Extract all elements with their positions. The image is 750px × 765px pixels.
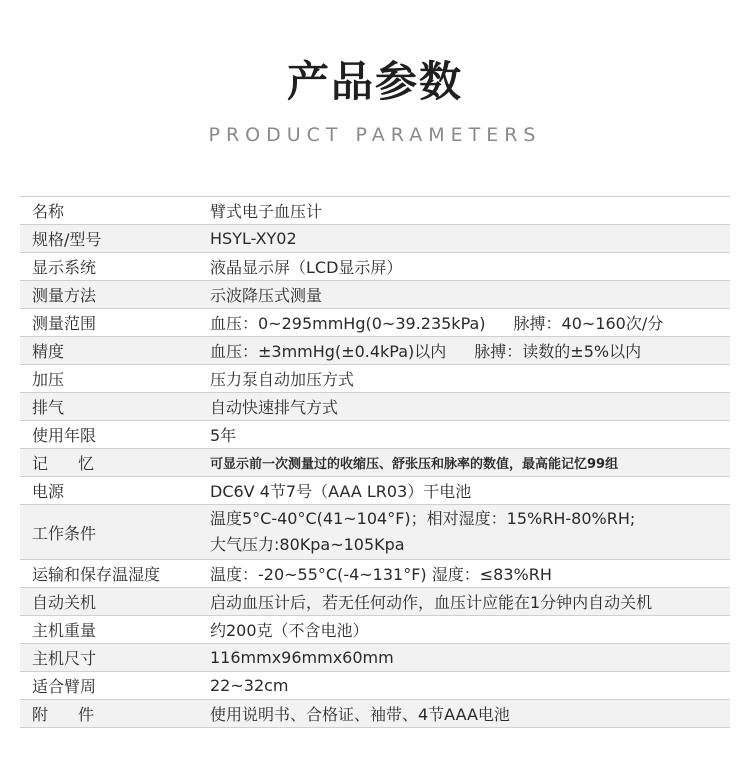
- spec-label: 规格/型号: [32, 230, 102, 249]
- spec-value: 可显示前一次测量过的收缩压、舒张压和脉率的数值，最高能记忆99组: [210, 457, 619, 472]
- spec-label: 电源: [32, 482, 65, 501]
- spec-row-power: [20, 477, 730, 505]
- spec-value-bp: 血压：±3mmHg(±0.4kPa)以内: [210, 342, 447, 361]
- spec-row-pressurize: [20, 365, 730, 393]
- spec-row-accessories: [20, 700, 730, 728]
- spec-row-storage: [20, 560, 730, 588]
- spec-label: 附件: [32, 705, 125, 724]
- spec-row-weight: [20, 616, 730, 644]
- spec-row-accuracy: [20, 337, 730, 365]
- spec-row-range: [20, 309, 730, 337]
- spec-value: [210, 309, 730, 336]
- spec-row-conditions: [20, 505, 730, 560]
- spec-value: 约200克（不含电池）: [210, 621, 369, 640]
- spec-label: 测量范围: [32, 314, 97, 333]
- spec-value: 22~32cm: [210, 676, 289, 695]
- spec-value-bp: 血压：0~295mmHg(0~39.235kPa): [210, 314, 486, 333]
- spec-value: 5年: [210, 426, 237, 445]
- spec-row-arm: [20, 672, 730, 700]
- spec-label: 显示系统: [32, 258, 97, 277]
- spec-label: 排气: [32, 398, 65, 417]
- spec-value: 液晶显示屏（LCD显示屏）: [210, 258, 403, 277]
- spec-label: 主机尺寸: [32, 649, 97, 668]
- spec-value: [210, 337, 730, 364]
- spec-row-name: [20, 197, 730, 225]
- spec-value: HSYL-XY02: [210, 229, 297, 248]
- spec-label: 加压: [32, 370, 65, 389]
- spec-value: 示波降压式测量: [210, 286, 323, 305]
- spec-row-model: [20, 225, 730, 253]
- spec-value: 臂式电子血压计: [210, 202, 323, 221]
- spec-row-memory: [20, 449, 730, 477]
- spec-table: [20, 196, 730, 728]
- spec-label: 主机重量: [32, 621, 97, 640]
- spec-label: 使用年限: [32, 426, 97, 445]
- spec-label: 适合臂周: [32, 677, 97, 696]
- spec-value: 自动快速排气方式: [210, 398, 339, 417]
- spec-value: 使用说明书、合格证、袖带、4节AAA电池: [210, 705, 510, 724]
- spec-row-dimensions: [20, 644, 730, 672]
- spec-value: [210, 505, 730, 559]
- spec-row-lifetime: [20, 421, 730, 449]
- spec-value-pulse: 脉搏：读数的±5%以内: [474, 342, 642, 361]
- spec-label: 精度: [32, 342, 65, 361]
- spec-row-display: [20, 253, 730, 281]
- spec-value-line2: 大气压力:80Kpa~105Kpa: [210, 535, 405, 554]
- spec-label: 名称: [32, 202, 65, 221]
- spec-label: 运输和保存温湿度: [32, 565, 161, 584]
- spec-value: 压力泵自动加压方式: [210, 370, 355, 389]
- spec-value: 启动血压计后，若无任何动作，血压计应能在1分钟内自动关机: [210, 593, 653, 612]
- spec-label: 测量方法: [32, 286, 97, 305]
- spec-label: 自动关机: [32, 593, 97, 612]
- spec-row-autooff: [20, 588, 730, 616]
- spec-row-exhaust: [20, 393, 730, 421]
- page-title: 产品参数: [286, 57, 463, 106]
- spec-row-method: [20, 281, 730, 309]
- spec-label: 工作条件: [32, 523, 97, 543]
- spec-value: DC6V 4节7号（AAA LR03）干电池: [210, 482, 472, 501]
- spec-value-line1: 温度5°C-40°C(41~104°F)；相对湿度：15%RH-80%RH;: [210, 509, 636, 528]
- spec-value: 116mmx96mmx60mm: [210, 648, 394, 667]
- spec-value-pulse: 脉搏：40~160次/分: [513, 314, 664, 333]
- page-subtitle: PRODUCT PARAMETERS: [208, 124, 542, 146]
- spec-label: 记忆: [32, 454, 125, 473]
- spec-value: 温度：-20~55°C(-4~131°F) 湿度：≤83%RH: [210, 565, 552, 584]
